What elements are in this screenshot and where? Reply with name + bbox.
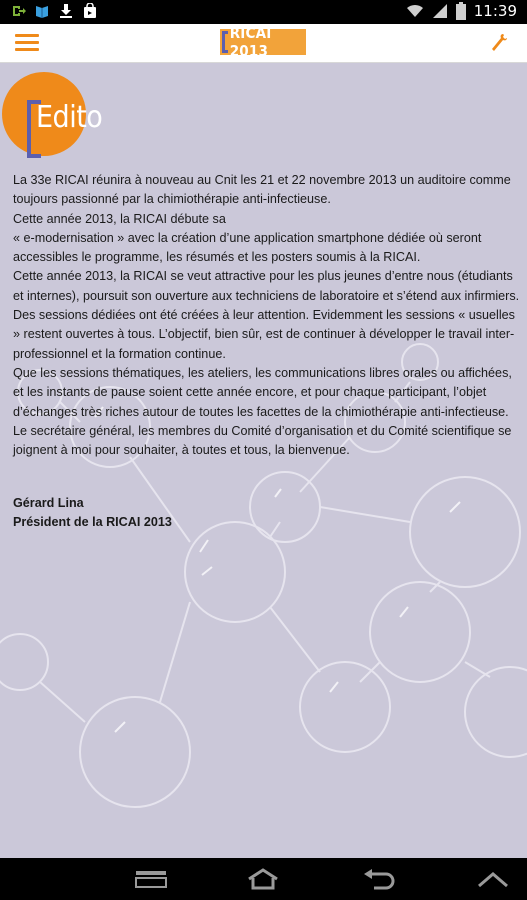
status-bar bbox=[0, 0, 527, 24]
bag-icon bbox=[82, 3, 98, 19]
article-paragraph: Le secrétaire général, les membres du Comité d’organisation et du Comité scientifique se joignent à moi pour souhaiter, à toutes et tous, la bienvenue. bbox=[13, 423, 512, 458]
signature bbox=[13, 494, 172, 533]
menu-button[interactable] bbox=[15, 34, 39, 54]
arrow-exit-icon bbox=[10, 3, 26, 19]
article-paragraph: Que les sessions thématiques, les ateliers, les communications libres orales ou affichées, et les instants de pause soient cette année encore, et pour chaque participant, l’objet d’échanges très riches autour de toutes les facettes de la chimiothérapie anti-infectieuse. bbox=[13, 365, 512, 419]
logo-text: RICAI 2013 bbox=[229, 24, 272, 60]
download-icon bbox=[58, 3, 74, 19]
article-paragraph: La 33e RICAI réunira à nouveau au Cnit les 21 et 22 novembre 2013 un auditoire comme toujours passionné par la chimiothérapie anti-infectieuse. bbox=[13, 173, 511, 207]
clock: 11:39 bbox=[473, 2, 517, 20]
signature-name: Gérard Lina bbox=[13, 496, 84, 510]
signal-icon bbox=[432, 2, 448, 20]
collapse-icon[interactable] bbox=[475, 868, 511, 890]
article-paragraph: Des sessions dédiées ont été créées à leur attention. Evidemment les sessions « usuelles » restent ouvertes à tous. L’objectif, bien sûr, est de continuer à développer le travail inter-professionnel et la formation continue. bbox=[13, 308, 515, 361]
notification-icons bbox=[10, 3, 98, 19]
recent-apps-icon[interactable] bbox=[133, 868, 169, 890]
back-icon[interactable] bbox=[360, 868, 396, 890]
edito-title: Edito bbox=[36, 100, 103, 135]
main-content bbox=[0, 62, 527, 858]
app-logo bbox=[220, 24, 306, 60]
system-nav-bar bbox=[0, 858, 527, 900]
edito-article bbox=[13, 171, 521, 460]
app-bar bbox=[0, 24, 527, 63]
article-paragraph: Cette année 2013, la RICAI débute sa bbox=[13, 211, 226, 226]
wifi-icon bbox=[406, 2, 424, 20]
wrench-icon[interactable] bbox=[489, 32, 509, 54]
system-icons bbox=[406, 2, 517, 20]
article-paragraph: « e-modernisation » avec la création d’une application smartphone dédiée où seront accessibles le programme, les résumés et les posters soumis à la RICAI. bbox=[13, 230, 482, 265]
article-paragraph: Cette année 2013, la RICAI se veut attractive pour les plus jeunes d’entre nous (étudiants et internes), poursuit son ouverture aux techniciens de laboratoire et s’étend aux infirmiers. bbox=[13, 269, 520, 303]
home-icon[interactable] bbox=[245, 868, 281, 890]
book-icon bbox=[34, 3, 50, 19]
signature-role: Président de la RICAI 2013 bbox=[13, 515, 172, 530]
battery-icon bbox=[456, 2, 466, 20]
hamburger-menu-icon bbox=[15, 34, 39, 37]
edito-badge bbox=[2, 72, 103, 156]
